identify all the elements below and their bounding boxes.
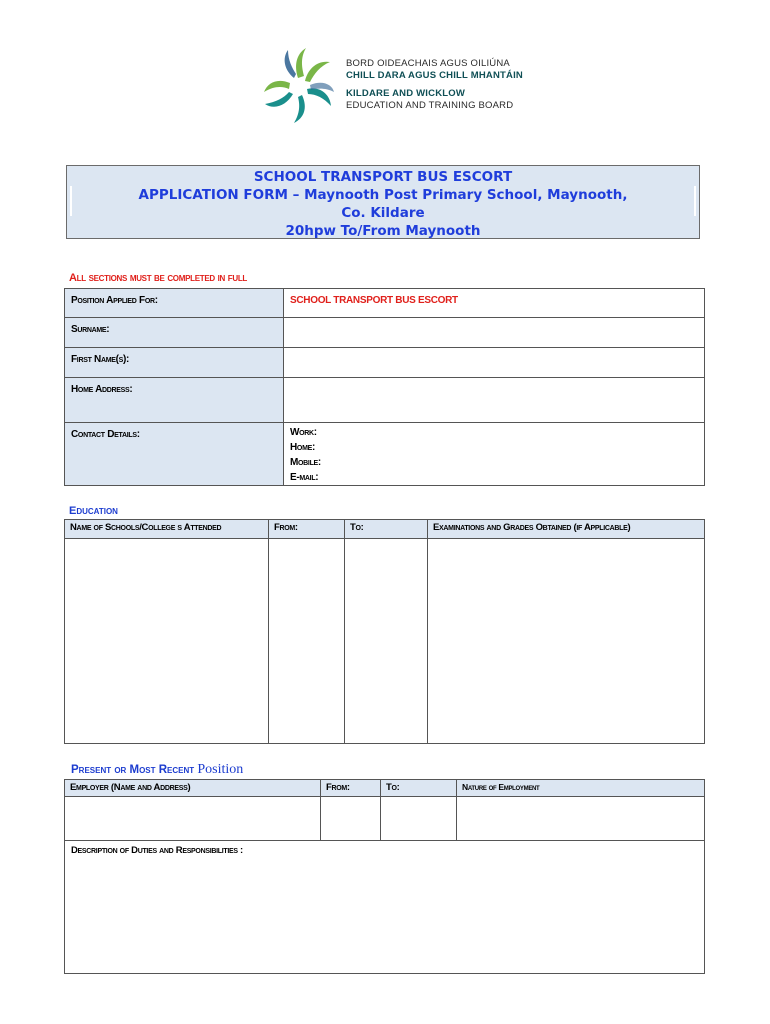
emp-col-employer: Employer (Name and Address) (65, 780, 321, 797)
contact-details-field[interactable] (284, 423, 705, 486)
edu-school-field[interactable] (65, 539, 269, 744)
title-line-2: APPLICATION FORM – Maynooth Post Primary School, Maynooth, (138, 187, 628, 203)
edu-exams-field[interactable] (428, 539, 705, 744)
form-title-box (66, 165, 700, 239)
emp-nature-field[interactable] (457, 797, 705, 841)
edu-to-field[interactable] (345, 539, 428, 744)
employment-heading (71, 762, 243, 778)
title-line-3: Co. Kildare (341, 205, 425, 221)
org-name-irish-county: CHILL DARA AGUS CHILL MHANTÁIN (346, 70, 523, 81)
edu-col-from: From: (269, 520, 345, 539)
emp-col-nature: Nature of Employment (457, 780, 705, 797)
edu-col-to: To: (345, 520, 428, 539)
position-label: Position Applied For: (65, 289, 284, 318)
employment-table (64, 779, 705, 974)
home-address-field[interactable] (284, 378, 705, 423)
edu-col-exams: Examinations and Grades Obtained (if Applicable) (428, 520, 705, 539)
surname-label: Surname: (65, 318, 284, 348)
emp-col-to: To: (381, 780, 457, 797)
surname-field[interactable] (284, 318, 705, 348)
org-name-block (346, 58, 523, 112)
position-value: SCHOOL TRANSPORT BUS ESCORT (290, 295, 458, 306)
required-note: All sections must be completed in full (69, 272, 247, 284)
emp-employer-field[interactable] (65, 797, 321, 841)
edu-from-field[interactable] (269, 539, 345, 744)
duties-field[interactable] (65, 841, 705, 974)
contact-mobile: Mobile: (290, 457, 321, 468)
contact-work: Work: (290, 427, 317, 438)
duties-label: Description of Duties and Responsibilities : (71, 845, 243, 856)
contact-details-label: Contact Details: (65, 423, 284, 486)
employment-heading-tail: Position (197, 762, 244, 777)
home-address-label: Home Address: (65, 378, 284, 423)
title-left-bar (70, 186, 72, 216)
emp-to-field[interactable] (381, 797, 457, 841)
contact-email: E-mail: (290, 472, 319, 483)
org-name-irish: BORD OIDEACHAIS AGUS OILIÚNA (346, 58, 510, 69)
edu-col-school: Name of Schools/College s Attended (65, 520, 269, 539)
first-name-label: First Name(s): (65, 348, 284, 378)
org-name-english: KILDARE AND WICKLOW (346, 88, 466, 99)
title-line-4: 20hpw To/From Maynooth (285, 223, 481, 239)
emp-from-field[interactable] (321, 797, 381, 841)
emp-col-from: From: (321, 780, 381, 797)
org-name-english-sub: EDUCATION AND TRAINING BOARD (346, 100, 514, 111)
first-name-field[interactable] (284, 348, 705, 378)
contact-home: Home: (290, 442, 315, 453)
personal-details-table (64, 288, 705, 486)
education-table (64, 519, 705, 744)
employment-heading-text: Present or Most Recent (71, 764, 195, 776)
title-right-bar (694, 186, 696, 216)
education-heading: Education (69, 505, 118, 517)
title-line-1: SCHOOL TRANSPORT BUS ESCORT (253, 169, 513, 185)
etb-logo-icon (262, 46, 334, 124)
position-value-cell (284, 289, 705, 318)
